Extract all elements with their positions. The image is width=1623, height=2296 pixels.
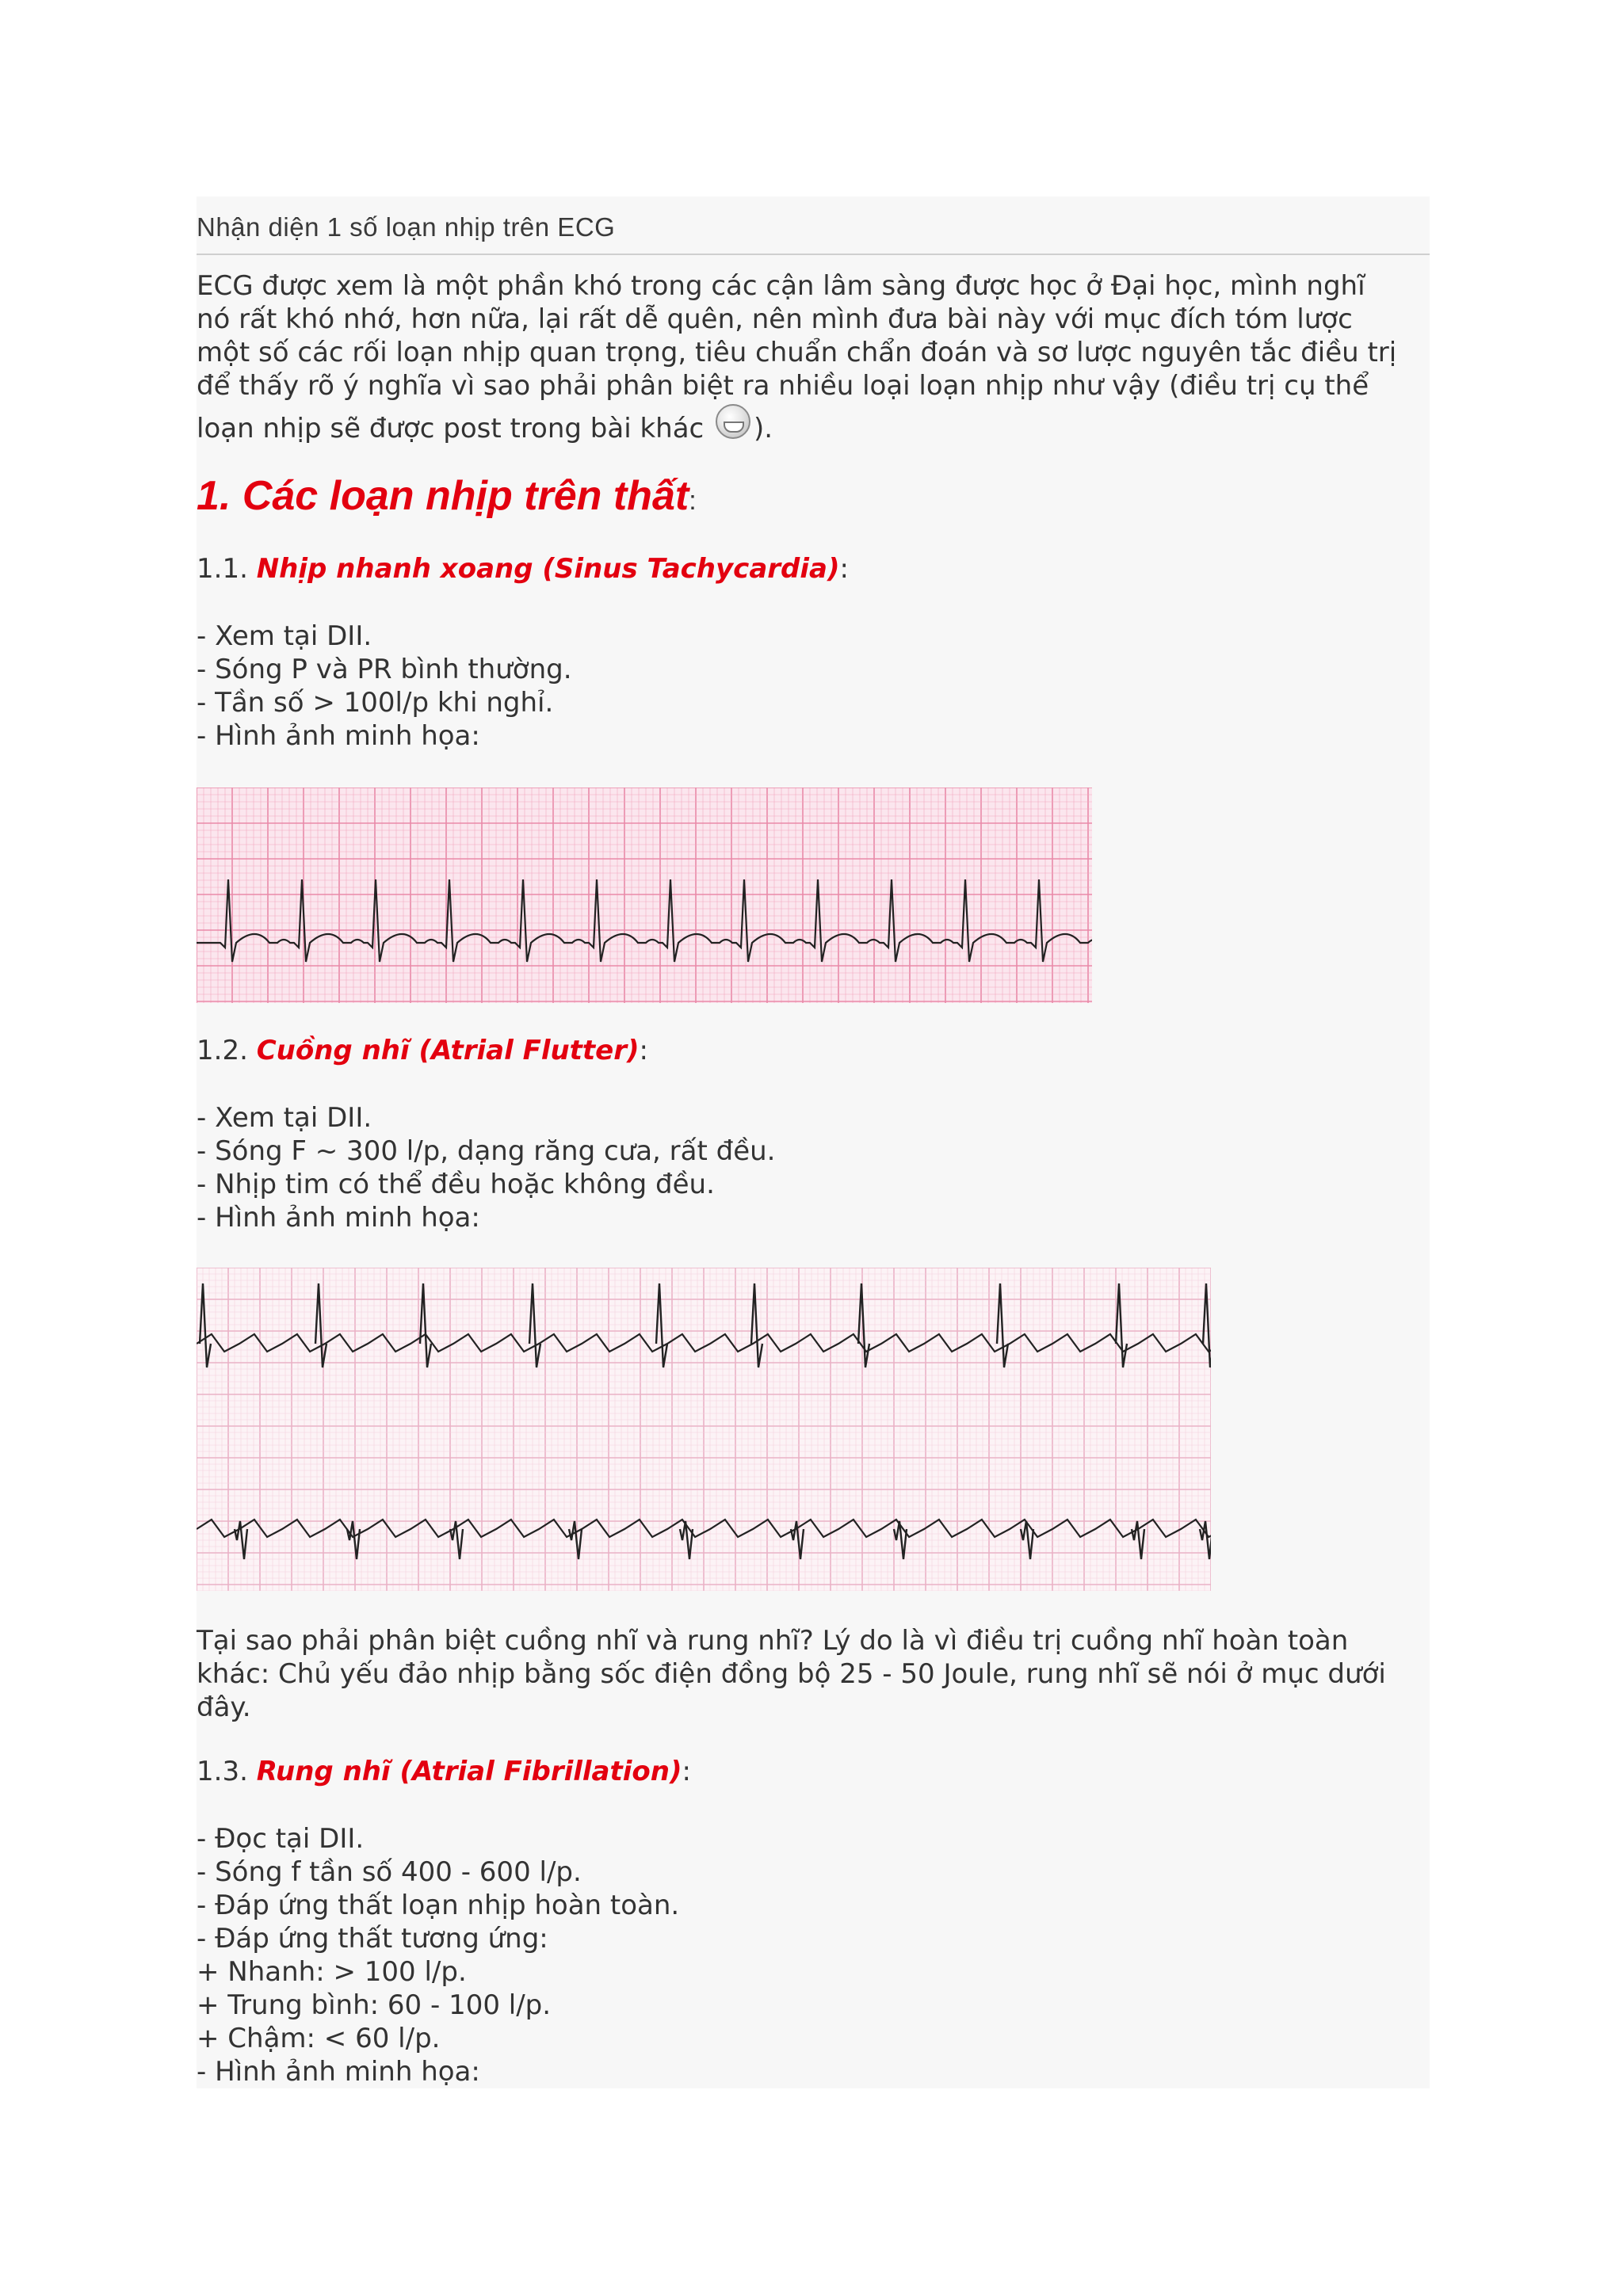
subsection-colon: : <box>639 1035 649 1066</box>
section-1-title: 1. Các loạn nhịp trên thất <box>197 473 689 519</box>
list-item: + Nhanh: > 100 l/p. <box>197 1956 467 1988</box>
intro-last-end: ). <box>754 413 773 444</box>
sinus-tachycardia-ecg-image <box>197 788 1092 1003</box>
page-title: Nhận diện 1 số loạn nhịp trên ECG <box>197 212 1430 255</box>
grinning-face-icon <box>716 404 750 439</box>
list-item: - Hình ảnh minh họa: <box>197 720 480 752</box>
list-item: - Xem tại DII. <box>197 620 372 652</box>
list-item: + Trung bình: 60 - 100 l/p. <box>197 1989 552 2021</box>
list-item: - Hình ảnh minh họa: <box>197 2056 480 2088</box>
subsection-colon: : <box>839 553 849 585</box>
note-line: Tại sao phải phân biệt cuồng nhĩ và rung nhĩ? Lý do là vì điều trị cuồng nhĩ hoàn toàn <box>197 1625 1349 1657</box>
intro-line: ECG được xem là một phần khó trong các cận lâm sàng được học ở Đại học, mình nghĩ <box>197 270 1365 302</box>
list-item: - Đáp ứng thất loạn nhịp hoàn toàn. <box>197 1890 680 1921</box>
document-page <box>197 196 1430 2088</box>
note-line: khác: Chủ yếu đảo nhịp bằng sốc điện đồng bộ 25 - 50 Joule, rung nhĩ sẽ nói ở mục dưới <box>197 1658 1386 1690</box>
subsection-1-2-heading <box>197 1035 648 1066</box>
intro-line: nó rất khó nhớ, hơn nữa, lại rất dễ quên, nên mình đưa bài này với mục đích tóm lược <box>197 303 1353 335</box>
subsection-1-1-heading <box>197 553 849 585</box>
list-item: - Tần số > 100l/p khi nghỉ. <box>197 687 554 719</box>
note-line: đây. <box>197 1691 251 1723</box>
subsection-name: Nhịp nhanh xoang (Sinus Tachycardia) <box>256 553 840 585</box>
ecg-grid <box>197 1268 1211 1591</box>
subsection-colon: : <box>682 1756 691 1787</box>
intro-line: để thấy rõ ý nghĩa vì sao phải phân biệt ra nhiều loại loạn nhịp như vậy (điều trị cụ thể <box>197 370 1369 402</box>
subsection-1-3-heading <box>197 1756 691 1787</box>
subsection-name: Cuồng nhĩ (Atrial Flutter) <box>256 1035 640 1066</box>
section-1-colon: : <box>689 486 697 516</box>
ecg-paper <box>197 788 1092 1003</box>
list-item: - Sóng f tần số 400 - 600 l/p. <box>197 1856 582 1888</box>
intro-last-text: loạn nhịp sẽ được post trong bài khác <box>197 413 705 444</box>
subsection-number: 1.2. <box>197 1035 257 1066</box>
subsection-number: 1.1. <box>197 553 257 585</box>
list-item: - Đáp ứng thất tương ứng: <box>197 1923 548 1955</box>
section-1-heading <box>197 472 697 520</box>
subsection-name: Rung nhĩ (Atrial Fibrillation) <box>256 1756 682 1787</box>
list-item: - Hình ảnh minh họa: <box>197 1202 480 1234</box>
intro-line: một số các rối loạn nhịp quan trọng, tiêu chuẩn chẩn đoán và sơ lược nguyên tắc điều trị <box>197 337 1397 368</box>
list-item: - Đọc tại DII. <box>197 1823 365 1855</box>
list-item: + Chậm: < 60 l/p. <box>197 2023 441 2054</box>
list-item: - Sóng P và PR bình thường. <box>197 654 572 685</box>
list-item: - Xem tại DII. <box>197 1102 372 1134</box>
subsection-number: 1.3. <box>197 1756 257 1787</box>
atrial-flutter-ecg-image <box>197 1268 1211 1591</box>
list-item: - Sóng F ~ 300 l/p, dạng răng cưa, rất đều. <box>197 1135 776 1167</box>
list-item: - Nhịp tim có thể đều hoặc không đều. <box>197 1169 715 1200</box>
intro-line-last <box>197 404 773 445</box>
